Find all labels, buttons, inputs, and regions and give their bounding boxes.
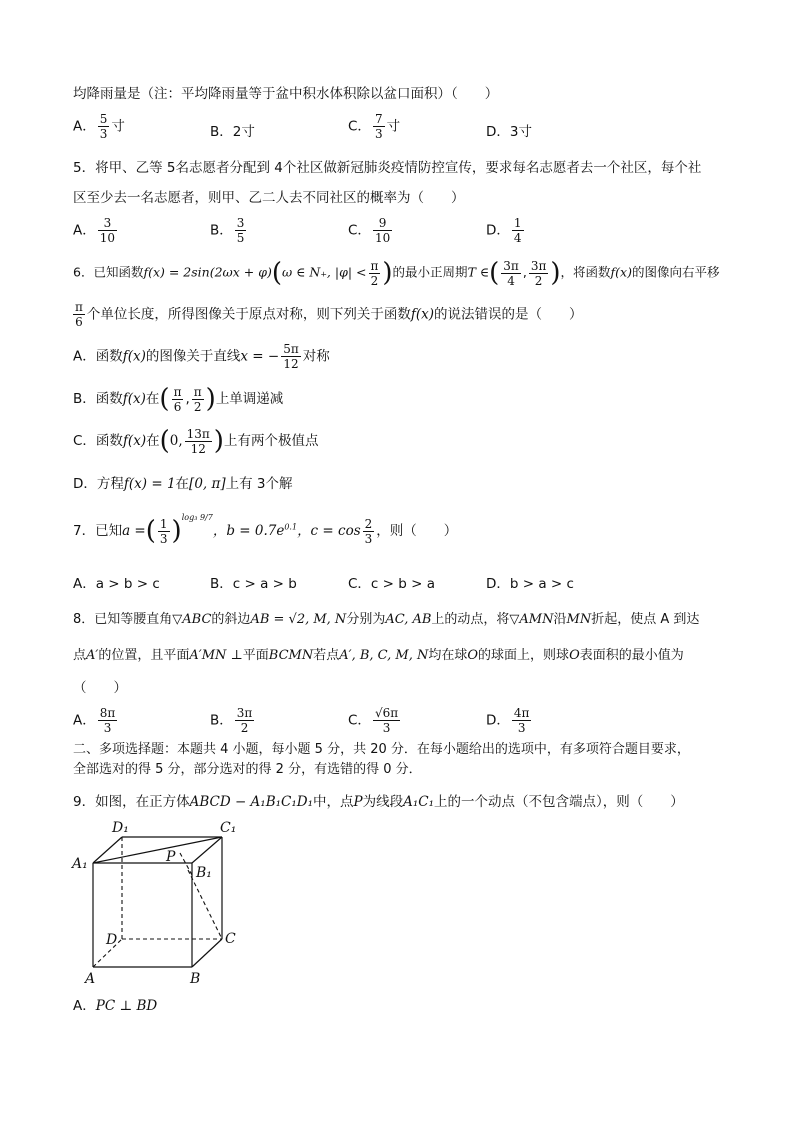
- q8-stem-line1: 8．已知等腰直角▽ABC的斜边AB = √2, M, N分别为AC, AB上的动点，将▽AMN沿MN折起，使点 A 到达: [73, 612, 700, 627]
- q8-option-a[interactable]: A． $\frac{8\pi}{3}$: [73, 706, 116, 735]
- fraction: $\frac{5}{3}$: [99, 112, 108, 141]
- label-C: C: [225, 931, 236, 947]
- q5-stem-line1: 5．将甲、乙等 5名志愿者分配到 4个社区做新冠肺炎疫情防控宣传，要求每名志愿者去一个社区，每个社: [73, 160, 702, 176]
- cube-figure: [70, 815, 250, 990]
- q4-stem: 均降雨量是（注：平均降雨量等于盆中积水体积除以盆口面积）（ ）: [73, 86, 499, 102]
- q6-stem-line2: $\frac{\pi}{6}$ 个单位长度，所得图像关于原点对称，则下列关于函数f(x)的说法错误的是（ ）: [75, 300, 583, 329]
- q6-option-b[interactable]: B．函数f(x)在( $\frac{\pi}{6}$ , $\frac{\pi}{2}$ )上单调递减: [73, 384, 284, 414]
- q8-option-b[interactable]: B． $\frac{3\pi}{2}$: [210, 706, 253, 735]
- q5-stem-line2: 区至少去一名志愿者，则甲、乙二人去不同社区的概率为（ ）: [73, 190, 465, 206]
- q4-option-d[interactable]: D．3寸: [486, 124, 532, 140]
- label-B1: B₁: [196, 865, 212, 881]
- q9-option-a[interactable]: A．PC ⊥ BD: [73, 998, 158, 1014]
- label-D1: D₁: [112, 820, 129, 836]
- q7-option-c[interactable]: C．c > b > a: [348, 576, 435, 592]
- q5-option-d[interactable]: D． $\frac{1}{4}$: [486, 216, 522, 245]
- q7-option-d[interactable]: D．b > a > c: [486, 576, 574, 592]
- q9-stem: 9．如图，在正方体ABCD − A₁B₁C₁D₁中，点P为线段A₁C₁上的一个动点（不包含端点），则（ ）: [73, 794, 684, 810]
- label-B: B: [190, 971, 201, 987]
- label-P: P: [166, 849, 176, 865]
- q6-stem-line1: 6．已知函数f(x) = 2sin(2ωx + φ)(ω ∈ N₊, |φ| < $\frac{\pi}{2}$ )的最小正周期T ∈( $\frac{3\pi}{4}$ , $\frac{3\pi}{2}$ )，将函数f(x)的图像向右平移: [73, 258, 720, 288]
- q5-option-b[interactable]: B． $\frac{3}{5}$: [210, 216, 245, 245]
- label-A1: A₁: [72, 856, 88, 872]
- q6-option-d[interactable]: D．方程f(x) = 1在[0, π]上有 3个解: [73, 476, 293, 492]
- q7-option-a[interactable]: A．a > b > c: [73, 576, 160, 592]
- q6-option-c[interactable]: C．函数f(x)在(0, $\frac{13\pi}{12}$ )上有两个极值点: [73, 426, 319, 456]
- q5-option-c[interactable]: C． $\frac{9}{10}$: [348, 216, 391, 245]
- q4-option-c[interactable]: C． $\frac{7}{3}$ 寸: [348, 112, 401, 141]
- q7-stem: 7．已知a =( $\frac{1}{3}$ )$^{log_3 9/7}$，$b = 0.7e^{0.1}$，c = cos $\frac{2}{3}$ ，则（ ）: [73, 512, 458, 546]
- label-A: A: [85, 971, 96, 987]
- label-D: D: [106, 932, 118, 948]
- section-2-heading: 二、多项选择题：本题共 4 小题，每小题 5 分，共 20 分．在每小题给出的选项中，有多项符合题目要求， 全部选对的得 5 分，部分选对的得 2 分，有选错的得 0 分．: [73, 742, 690, 777]
- q5-option-a[interactable]: A． $\frac{3}{10}$: [73, 216, 116, 245]
- q4-option-b[interactable]: B．2寸: [210, 124, 255, 140]
- q8-option-d[interactable]: D． $\frac{4\pi}{3}$: [486, 706, 530, 735]
- q7-option-b[interactable]: B．c > a > b: [210, 576, 297, 592]
- q4-option-a[interactable]: A． $\frac{5}{3}$ 寸: [73, 112, 125, 141]
- q8-stem-line2: 点A′的位置，且平面A′MN ⊥平面BCMN若点A′, B, C, M, N均在球O的球面上，则球O表面积的最小值为: [73, 648, 684, 663]
- q8-stem-line3: （ ）: [73, 680, 127, 696]
- q6-option-a[interactable]: A．函数f(x)的图像关于直线x = − $\frac{5\pi}{12}$ 对称: [73, 342, 330, 371]
- q8-option-c[interactable]: C． $\frac{√6\pi}{3}$: [348, 706, 399, 735]
- label-C1: C₁: [220, 820, 237, 836]
